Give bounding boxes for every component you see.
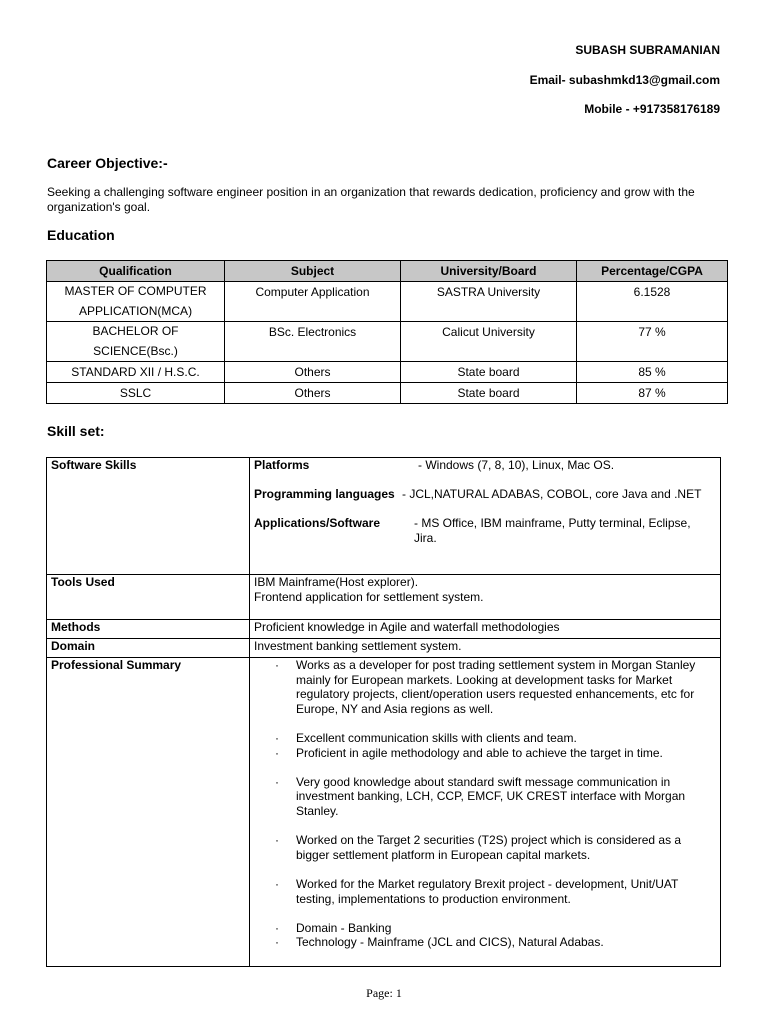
table-cell: BACHELOR OF SCIENCE(Bsc.) [47, 322, 225, 362]
table-cell: Calicut University [401, 322, 577, 362]
list-item: · Technology - Mainframe (JCL and CICS), Natural Adabas. [271, 935, 716, 950]
tools-used-cell [250, 575, 721, 620]
professional-summary-label: Professional Summary [47, 658, 250, 967]
column-header: Percentage/CGPA [577, 261, 728, 282]
education-table [46, 260, 728, 404]
list-item: · Excellent communication skills with clients and team. [271, 731, 716, 746]
methods-label: Methods [47, 620, 250, 639]
table-row [47, 383, 728, 404]
table-cell: STANDARD XII / H.S.C. [47, 362, 225, 383]
programming-key: Programming languages [254, 487, 395, 502]
table-row [47, 575, 721, 620]
education-heading: Education [47, 227, 115, 243]
list-item: · Proficient in agile methodology and able to achieve the target in time. [271, 746, 716, 761]
table-cell: Computer Application [225, 282, 401, 322]
list-item: · Worked for the Market regulatory Brexit project - development, Unit/UAT testing, implementations to production environment. [271, 877, 716, 906]
career-objective-text: Seeking a challenging software engineer position in an organization that rewards dedication, proficiency and grow with the organization's goal. [47, 185, 695, 214]
platforms-key: Platforms [254, 458, 310, 472]
summary-list [254, 658, 716, 950]
column-header: Qualification [47, 261, 225, 282]
table-row [47, 282, 728, 322]
table-cell: SSLC [47, 383, 225, 404]
platforms-value: - Windows (7, 8, 10), Linux, Mac OS. [418, 458, 615, 472]
table-row [47, 362, 728, 383]
applications-key: Applications/Software [254, 516, 381, 531]
mobile-line: Mobile - +917358176189 [584, 102, 720, 116]
list-item: · Works as a developer for post trading settlement system in Morgan Stanley mainly for European markets. Looking at development tasks for Market regulatory projects, client/operation users requested enhancements, etc for Europe, NY and Asia regions as well. [271, 658, 716, 716]
tools-used-label: Tools Used [47, 575, 250, 620]
table-cell: SASTRA University [401, 282, 577, 322]
education-header-row [47, 261, 728, 282]
table-cell: State board [401, 362, 577, 383]
table-cell: 77 % [577, 322, 728, 362]
table-cell: Others [225, 362, 401, 383]
applications-row [254, 516, 716, 545]
table-cell: BSc. Electronics [225, 322, 401, 362]
professional-summary-cell [250, 658, 721, 967]
career-objective-heading: Career Objective:- [47, 155, 168, 171]
table-cell: State board [401, 383, 577, 404]
tools-line: IBM Mainframe(Host explorer). [254, 575, 419, 589]
table-row [47, 458, 721, 575]
skill-set-heading: Skill set: [47, 423, 105, 439]
software-skills-cell [250, 458, 721, 575]
table-row [47, 658, 721, 967]
software-skills-label: Software Skills [47, 458, 250, 575]
programming-row [254, 487, 716, 502]
table-cell: MASTER OF COMPUTER APPLICATION(MCA) [47, 282, 225, 322]
list-item: · Very good knowledge about standard swift message communication in investment banking, LCH, CCP, EMCF, UK CREST interface with Morgan Stanley. [271, 775, 716, 819]
methods-value: Proficient knowledge in Agile and waterfall methodologies [250, 620, 721, 639]
domain-value: Investment banking settlement system. [250, 639, 721, 658]
list-item: · Domain - Banking [271, 921, 716, 936]
table-cell: 85 % [577, 362, 728, 383]
applications-value: - MS Office, IBM mainframe, Putty terminal, Eclipse, Jira. [414, 516, 691, 545]
table-row [47, 620, 721, 639]
table-row [47, 322, 728, 362]
programming-value: - JCL,NATURAL ADABAS, COBOL, core Java and .NET [402, 487, 702, 502]
list-item: · Worked on the Target 2 securities (T2S) project which is considered as a bigger settlement platform in European capital markets. [271, 833, 716, 862]
platforms-row [254, 458, 716, 473]
table-cell: 87 % [577, 383, 728, 404]
column-header: Subject [225, 261, 401, 282]
email-line: Email- subashmkd13@gmail.com [529, 73, 720, 87]
page-number: Page: 1 [366, 986, 402, 1000]
domain-label: Domain [47, 639, 250, 658]
tools-line: Frontend application for settlement system. [254, 589, 484, 604]
column-header: University/Board [401, 261, 577, 282]
table-cell: Others [225, 383, 401, 404]
table-row [47, 639, 721, 658]
candidate-name: SUBASH SUBRAMANIAN [575, 43, 720, 57]
table-cell: 6.1528 [577, 282, 728, 322]
skills-table [46, 457, 721, 967]
